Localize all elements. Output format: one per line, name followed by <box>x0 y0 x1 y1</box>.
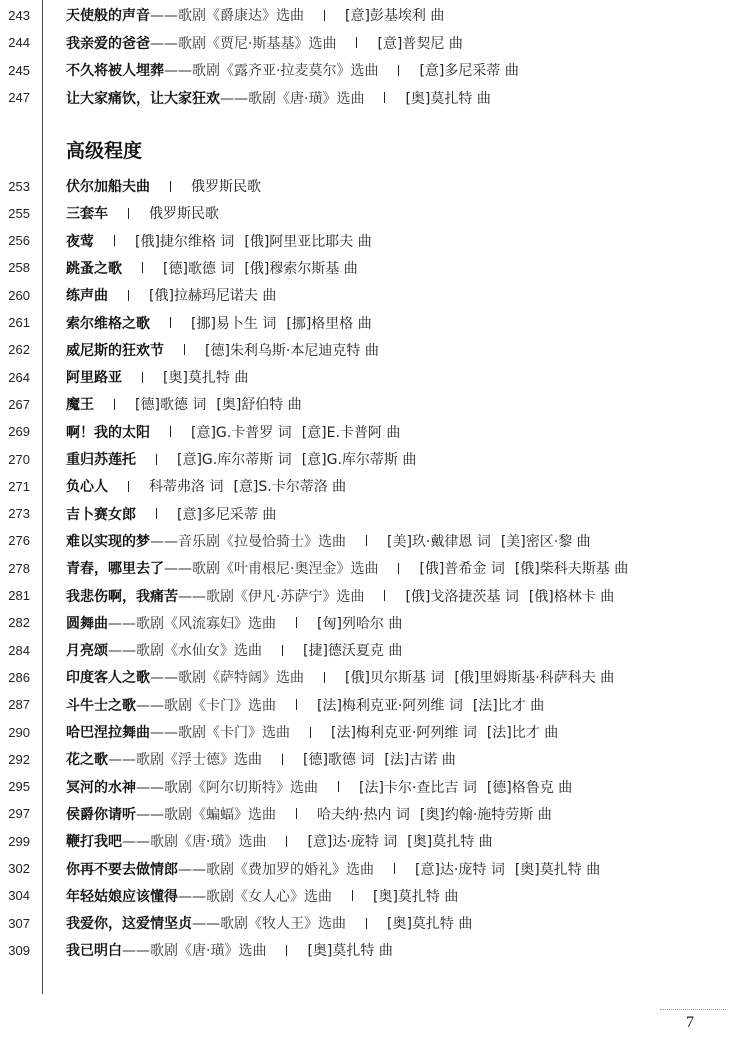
entry-page-number: 261 <box>8 315 30 330</box>
separator <box>384 92 385 103</box>
entry-text <box>66 831 493 851</box>
credit: [美]玖·戴律恩 词 <box>387 533 491 550</box>
credit: [奥]莫扎特 曲 <box>163 370 249 387</box>
separator <box>128 481 129 492</box>
separator <box>170 317 171 328</box>
entry-page-number: 276 <box>8 533 30 549</box>
credit: [意]G.卡普罗 词 <box>191 424 292 441</box>
song-title: 三套车 <box>66 206 108 223</box>
work-source: ——歌剧《唐·璜》选曲 <box>122 834 267 851</box>
entry-text <box>66 422 400 442</box>
entry-text <box>66 722 558 742</box>
song-title: 跳蚤之歌 <box>66 260 122 277</box>
credit: [法]古诺 曲 <box>384 752 456 769</box>
song-title: 侯爵你请听 <box>66 806 136 823</box>
entry-text <box>66 749 456 769</box>
song-title: 你再不要去做情郎 <box>66 861 178 878</box>
song-title: 我悲伤啊，我痛苦 <box>66 588 178 605</box>
entry-page-number: 292 <box>8 751 30 767</box>
credit: [意]G.库尔蒂斯 曲 <box>301 452 417 468</box>
entry-text <box>66 913 472 933</box>
song-title: 圆舞曲 <box>66 615 108 632</box>
work-source: ——歌剧《牧人王》选曲 <box>192 916 346 933</box>
entry-page-number: 243 <box>8 7 30 23</box>
entry-page-number: 267 <box>8 396 30 412</box>
entry-page-number: 287 <box>8 697 30 713</box>
entry-page-number: 273 <box>8 506 30 522</box>
entry-text <box>66 504 276 524</box>
separator <box>114 235 115 246</box>
entry-page-number: 281 <box>8 588 30 603</box>
work-source: ——歌剧《伊凡·苏萨宁》选曲 <box>178 588 365 605</box>
entry-text <box>66 859 600 879</box>
separator <box>156 454 157 465</box>
entry-page-number: 253 <box>8 178 30 194</box>
credit: [奥]莫扎特 曲 <box>514 861 601 878</box>
credit: [奥]舒伯特 曲 <box>216 397 302 414</box>
entry-page-number: 284 <box>8 642 30 658</box>
entry-page-number: 286 <box>8 669 30 685</box>
song-title: 天使般的声音 <box>66 8 150 24</box>
separator <box>282 645 283 656</box>
credit: [意]多尼采蒂 曲 <box>419 63 519 80</box>
work-source: ——歌剧《唐·璜》选曲 <box>122 943 267 960</box>
entry-text <box>66 176 261 196</box>
separator <box>286 836 287 847</box>
song-title: 负心人 <box>66 479 108 496</box>
credit: [意]彭基埃利 曲 <box>345 8 445 24</box>
credit: [意]达·庞特 词 <box>307 834 398 851</box>
work-source: ——歌剧《水仙女》选曲 <box>108 643 262 660</box>
work-source: ——歌剧《蝙蝠》选曲 <box>136 806 276 823</box>
entry-text <box>66 558 628 578</box>
entry-text <box>66 449 416 469</box>
separator <box>142 372 143 383</box>
credit: [意]多尼采蒂 曲 <box>177 506 277 523</box>
credit: [法]梅利克亚·阿列维 词 <box>317 697 463 714</box>
credit: [挪]格里格 曲 <box>286 315 372 332</box>
entry-page-number: 264 <box>8 369 30 385</box>
entry-page-number: 271 <box>8 478 30 494</box>
entry-text <box>66 613 402 633</box>
entry-page-number: 256 <box>8 233 30 249</box>
work-source: ——歌剧《卡门》选曲 <box>136 697 276 714</box>
song-title: 我已明白 <box>66 943 122 960</box>
work-source: ——歌剧《费加罗的婚礼》选曲 <box>178 861 374 878</box>
credit: 俄罗斯民歌 <box>149 206 219 223</box>
song-title: 冥河的水神 <box>66 779 136 796</box>
entry-text <box>66 231 372 251</box>
separator <box>352 890 353 901</box>
song-title: 花之歌 <box>66 752 108 769</box>
credit: [意]E.卡普阿 曲 <box>301 424 401 441</box>
song-title: 我亲爱的爸爸 <box>66 35 150 52</box>
song-title: 练声曲 <box>66 288 108 305</box>
work-source: ——歌剧《风流寡妇》选曲 <box>108 615 276 632</box>
credit: [俄]柴科夫斯基 曲 <box>514 561 629 578</box>
entry-text <box>66 667 614 687</box>
entry-page-number: 260 <box>8 287 30 303</box>
separator <box>338 781 339 792</box>
separator <box>398 563 399 574</box>
song-title: 威尼斯的狂欢节 <box>66 342 164 359</box>
entry-page-number: 244 <box>8 35 30 51</box>
song-title: 年轻姑娘应该懂得 <box>66 888 178 905</box>
credit: [法]梅利克亚·阿列维 词 <box>331 725 477 741</box>
credit: [俄]贝尔斯基 词 <box>345 670 445 687</box>
entry-page-number: 297 <box>8 806 30 822</box>
separator <box>366 918 367 929</box>
work-source: ——歌剧《露齐亚·拉麦莫尔》选曲 <box>164 63 379 80</box>
credit: [法]比才 曲 <box>486 725 559 741</box>
entry-page-number: 307 <box>8 915 30 931</box>
separator <box>282 754 283 765</box>
entry-page-number: 302 <box>8 861 30 876</box>
page-footer-rule <box>660 1009 726 1010</box>
credit: 科蒂弗洛 词 <box>149 479 224 496</box>
entry-page-number: 245 <box>8 62 30 78</box>
entry-text <box>66 285 276 305</box>
credit: [俄]拉赫玛尼诺夫 曲 <box>149 288 277 305</box>
credit: [法]卡尔·查比吉 词 <box>359 779 477 796</box>
credit: [德]歌德 词 <box>135 397 207 414</box>
credit: [匈]列哈尔 曲 <box>317 615 403 632</box>
separator <box>324 672 325 683</box>
entry-text <box>66 777 572 797</box>
entry-text <box>66 531 591 551</box>
entry-page-number: 270 <box>8 451 30 467</box>
separator <box>296 808 297 819</box>
song-title: 不久将被人埋葬 <box>66 63 164 80</box>
credit: [奥]莫扎特 曲 <box>407 834 493 851</box>
separator <box>296 617 297 628</box>
song-title: 月亮颂 <box>66 643 108 660</box>
song-title: 哈巴涅拉舞曲 <box>66 725 150 741</box>
song-title: 斗牛士之歌 <box>66 697 136 714</box>
entry-text <box>66 940 393 960</box>
entry-text <box>66 394 302 414</box>
credit: [俄]捷尔维格 词 <box>135 233 235 250</box>
separator <box>394 863 395 874</box>
credit: [美]密区·黎 曲 <box>500 533 591 550</box>
separator <box>366 535 367 546</box>
entry-text <box>66 5 444 25</box>
separator <box>398 65 399 76</box>
work-source: ——歌剧《贾尼·斯基基》选曲 <box>150 35 337 52</box>
credit: [俄]格林卡 曲 <box>528 588 615 605</box>
work-source: ——歌剧《女人心》选曲 <box>178 888 332 905</box>
credit: [奥]莫扎特 曲 <box>405 90 491 107</box>
credit: [奥]莫扎特 曲 <box>307 943 393 960</box>
entry-page-number: 278 <box>8 560 30 576</box>
entry-page-number: 304 <box>8 888 30 904</box>
entry-text <box>66 640 402 660</box>
credit: [德]歌德 词 <box>163 260 235 277</box>
separator <box>170 181 171 192</box>
separator <box>170 426 171 437</box>
song-title: 吉卜赛女郎 <box>66 506 136 523</box>
separator <box>128 208 129 219</box>
credit: [俄]穆索尔斯基 曲 <box>244 260 358 277</box>
entry-page-number: 262 <box>8 342 30 358</box>
entry-text <box>66 340 379 360</box>
separator <box>384 590 385 601</box>
work-source: ——歌剧《阿尔切斯特》选曲 <box>136 779 318 796</box>
credit: [德]歌德 词 <box>303 752 375 769</box>
separator <box>142 262 143 273</box>
entry-text <box>66 367 248 387</box>
credit: [德]朱利乌斯·本尼迪克特 曲 <box>205 342 379 359</box>
separator <box>356 37 357 48</box>
work-source: ——歌剧《浮士德》选曲 <box>108 752 262 769</box>
work-source: ——歌剧《卡门》选曲 <box>150 725 290 741</box>
credit: [奥]莫扎特 曲 <box>373 888 459 905</box>
work-source: ——音乐剧《拉曼恰骑士》选曲 <box>150 533 346 550</box>
song-title: 伏尔加船夫曲 <box>66 179 150 195</box>
entry-page-number: 290 <box>8 724 30 740</box>
entry-page-number: 255 <box>8 205 30 221</box>
entry-page-number: 295 <box>8 779 30 795</box>
credit: [意]S.卡尔蒂洛 曲 <box>233 479 347 496</box>
entry-text <box>66 313 372 333</box>
entry-page-number: 282 <box>8 615 30 631</box>
credit: [挪]易卜生 词 <box>191 315 277 332</box>
separator <box>114 399 115 410</box>
margin-rule <box>42 0 43 994</box>
separator <box>286 945 287 956</box>
song-title: 印度客人之歌 <box>66 670 150 687</box>
separator <box>310 727 311 738</box>
song-title: 魔王 <box>66 397 94 414</box>
separator <box>184 344 185 355</box>
credit: 俄罗斯民歌 <box>191 179 261 195</box>
song-title: 啊！我的太阳 <box>66 424 150 441</box>
entry-text <box>66 695 544 715</box>
credit: [捷]德沃夏克 曲 <box>303 643 403 660</box>
credit: [俄]戈洛捷茨基 词 <box>405 588 519 605</box>
credit: [俄]阿里亚比耶夫 曲 <box>244 233 372 250</box>
entry-page-number: 269 <box>8 424 30 440</box>
song-title: 阿里路亚 <box>66 370 122 387</box>
song-title: 让大家痛饮，让大家狂欢 <box>66 90 220 107</box>
entry-page-number: 309 <box>8 942 30 958</box>
song-title: 重归苏莲托 <box>66 452 136 468</box>
work-source: ——歌剧《叶甫根尼·奥涅金》选曲 <box>164 561 379 578</box>
entry-page-number: 247 <box>8 90 30 106</box>
credit: [俄]普希金 词 <box>419 561 505 578</box>
credit: [意]G.库尔蒂斯 词 <box>177 452 292 468</box>
song-title: 青春，哪里去了 <box>66 561 164 578</box>
song-title: 夜莺 <box>66 233 94 250</box>
entry-page-number: 258 <box>8 260 30 276</box>
credit: [奥]约翰·施特劳斯 曲 <box>419 806 552 823</box>
entry-page-number: 299 <box>8 833 30 849</box>
entry-text <box>66 88 491 108</box>
credit: [德]格鲁克 曲 <box>486 779 573 796</box>
song-title: 鞭打我吧 <box>66 834 122 851</box>
entry-text <box>66 804 552 824</box>
entry-text <box>66 60 519 80</box>
separator <box>296 699 297 710</box>
separator <box>324 10 325 21</box>
entry-text <box>66 886 458 906</box>
credit: [意]达·庞特 词 <box>415 861 505 878</box>
separator <box>156 508 157 519</box>
work-source: ——歌剧《唐·璜》选曲 <box>220 90 365 107</box>
separator <box>128 290 129 301</box>
entry-text <box>66 33 463 53</box>
entry-text <box>66 586 614 606</box>
credit: 哈夫纳·热内 词 <box>317 806 410 823</box>
song-title: 难以实现的梦 <box>66 533 150 550</box>
entry-text <box>66 476 346 496</box>
song-title: 索尔维格之歌 <box>66 315 150 332</box>
page-number: 7 <box>686 1014 694 1031</box>
entry-text <box>66 258 358 278</box>
song-title: 我爱你，这爱情坚贞 <box>66 916 192 933</box>
section-heading: 高级程度 <box>66 140 143 162</box>
credit: [俄]里姆斯基·科萨科夫 曲 <box>454 670 615 687</box>
credit: [奥]莫扎特 曲 <box>387 916 473 933</box>
credit: [法]比才 曲 <box>472 697 545 714</box>
credit: [意]普契尼 曲 <box>377 35 463 52</box>
work-source: ——歌剧《萨特阔》选曲 <box>150 670 304 687</box>
entry-text <box>66 203 219 223</box>
work-source: ——歌剧《爵康达》选曲 <box>150 8 304 24</box>
